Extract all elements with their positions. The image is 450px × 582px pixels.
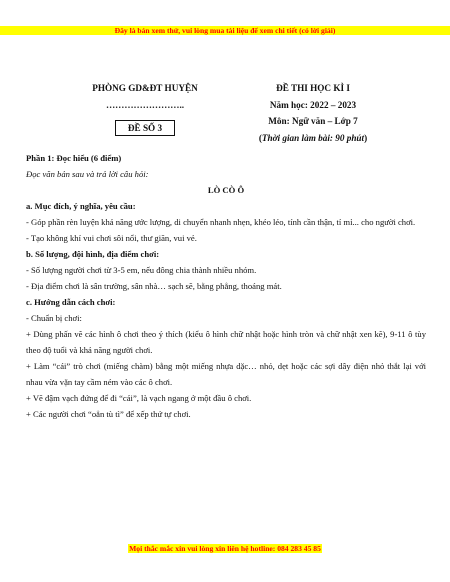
section-c-item-3: + Vẽ đậm vạch đứng để đi “cái”, là vạch ngang ở một đầu ô chơi.	[26, 393, 252, 403]
passage-title: LÒ CÒ Ô	[207, 185, 245, 195]
section-b-item-1: - Số lượng người chơi từ 3-5 em, nếu đông chia thành nhiều nhóm.	[26, 265, 257, 275]
section-c-item-2: + Làm “cái” trò chơi (miếng chàm) bằng một miếng nhựa dặc… nhỏ, dẹt hoặc các sợi dây điện nhỏ thắt lại với nhau vừa vặn tay cầm ném vào các ô chơi.	[26, 361, 426, 387]
part1-heading: Phần 1: Đọc hiểu (6 điểm)	[26, 153, 122, 163]
document-body	[26, 150, 426, 422]
section-a-heading: a. Mục đích, ý nghĩa, yêu cầu:	[26, 201, 136, 211]
district-dots: ……………………..	[105, 99, 185, 110]
exam-header	[0, 80, 450, 150]
department-name: PHÒNG GD&ĐT HUYỆN	[92, 83, 198, 93]
time-line: (Thời gian làm bài: 90 phút)	[258, 132, 368, 143]
section-b-heading: b. Số lượng, đội hình, địa điểm chơi:	[26, 249, 160, 259]
top-preview-banner	[0, 26, 450, 35]
school-year: Năm học: 2022 – 2023	[269, 99, 357, 110]
section-c-item-4: + Các người chơi “oẳn tù tì” để xếp thứ tự chơi.	[26, 409, 191, 419]
header-left	[60, 80, 230, 136]
header-right	[238, 80, 388, 146]
exam-title: ĐỀ THI HỌC KÌ I	[276, 83, 350, 93]
top-banner-text: Đây là bản xem thử, vui lòng mua tài liệu để xem chi tiết (có lời giải)	[114, 26, 336, 35]
section-c-item-1: + Dùng phấn vẽ các hình ô chơi theo ý thích (kiểu ô hình chữ nhật hoặc hình tròn và chữ nhật xen kẽ), 9-11 ô tùy theo độ tuổi và khả năng người chơi.	[26, 329, 426, 355]
bottom-hotline-banner	[0, 544, 450, 553]
section-a-item-2: - Tạo không khí vui chơi sôi nổi, thư giãn, vui vẻ.	[26, 233, 197, 243]
section-c-heading: c. Hướng dẫn cách chơi:	[26, 297, 116, 307]
subject-line: Môn: Ngữ văn – Lớp 7	[268, 116, 358, 126]
reading-instruction: Đọc văn bản sau và trả lời câu hỏi:	[26, 169, 149, 179]
bottom-banner-text: Mọi thắc mắc xin vui lòng xin liên hệ hotline: 084 283 45 85	[129, 544, 321, 553]
section-c-intro: - Chuẩn bị chơi:	[26, 313, 82, 323]
time-text: Thời gian làm bài: 90 phút	[261, 132, 365, 143]
exam-code-box: ĐỀ SỐ 3	[115, 120, 175, 136]
section-b-item-2: - Địa điểm chơi là sân trường, sân nhà… sạch sẽ, bằng phẳng, thoáng mát.	[26, 281, 282, 291]
section-a-item-1: - Góp phần rèn luyện khả năng ước lượng, di chuyển nhanh nhẹn, khéo léo, tính cần thận, tỉ mỉ... cho người chơi.	[26, 217, 416, 227]
